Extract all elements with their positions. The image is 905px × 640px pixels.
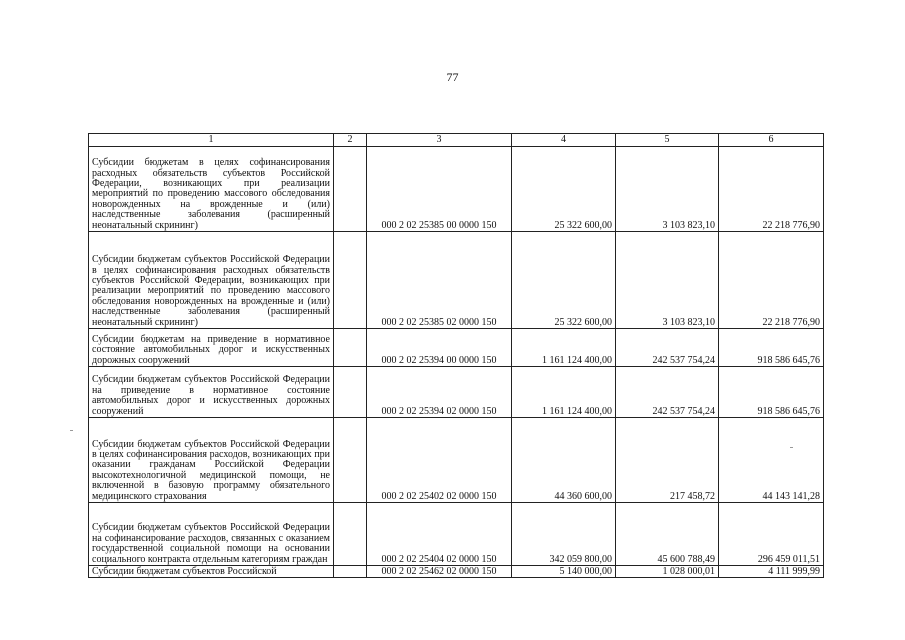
column-header: 2: [334, 134, 367, 147]
column-header: 5: [616, 134, 719, 147]
row-budget-code: 000 2 02 25394 02 0000 150: [367, 367, 512, 418]
row-col5-amount: 242 537 754,24: [616, 329, 719, 367]
row-budget-code: 000 2 02 25385 00 0000 150: [367, 147, 512, 232]
row-col6-amount: 918 586 645,76: [719, 367, 824, 418]
row-col2: [334, 503, 367, 566]
row-col4-amount: 5 140 000,00: [512, 566, 616, 578]
table-row: [89, 503, 824, 566]
column-header: 6: [719, 134, 824, 147]
budget-table: [88, 133, 824, 578]
row-budget-code: 000 2 02 25385 02 0000 150: [367, 232, 512, 329]
page-number: 77: [446, 70, 459, 84]
row-col5-amount: 3 103 823,10: [616, 232, 719, 329]
row-col5-amount: 45 600 788,49: [616, 503, 719, 566]
row-col6-amount: 22 218 776,90: [719, 232, 824, 329]
row-col5-amount: 217 458,72: [616, 418, 719, 503]
row-col5-amount: 1 028 000,01: [616, 566, 719, 578]
row-budget-code: 000 2 02 25394 00 0000 150: [367, 329, 512, 367]
table-row: [89, 367, 824, 418]
row-description: Субсидии бюджетам субъектов Российской Федерации на приведение в нормативное состояние автомобильных дорог и искусственных дорожных сооружений: [89, 367, 334, 418]
row-col6-amount: 296 459 011,51: [719, 503, 824, 566]
row-description: Субсидии бюджетам субъектов Российской: [89, 566, 334, 578]
table-row: [89, 418, 824, 503]
table-header-row: [89, 134, 824, 147]
row-col2: [334, 329, 367, 367]
row-col6-amount: 44 143 141,28: [719, 418, 824, 503]
row-col5-amount: 242 537 754,24: [616, 367, 719, 418]
row-col5-amount: 3 103 823,10: [616, 147, 719, 232]
row-col2: [334, 147, 367, 232]
table-row: [89, 329, 824, 367]
row-col2: [334, 232, 367, 329]
row-budget-code: 000 2 02 25404 02 0000 150: [367, 503, 512, 566]
row-budget-code: 000 2 02 25402 02 0000 150: [367, 418, 512, 503]
row-col4-amount: 1 161 124 400,00: [512, 367, 616, 418]
row-col4-amount: 25 322 600,00: [512, 232, 616, 329]
row-col4-amount: 25 322 600,00: [512, 147, 616, 232]
row-col2: [334, 566, 367, 578]
row-budget-code: 000 2 02 25462 02 0000 150: [367, 566, 512, 578]
row-col6-amount: 4 111 999,99: [719, 566, 824, 578]
table-row: [89, 147, 824, 232]
row-col4-amount: 1 161 124 400,00: [512, 329, 616, 367]
column-header: 4: [512, 134, 616, 147]
row-description: Субсидии бюджетам субъектов Российской Федерации в целях софинансирования расходов, возникающих при оказании гражданам Российской Федерации высокотехнологичной медицинской помощи, не включенной в базовую программу обязательного медицинского страхования: [89, 418, 334, 503]
row-col6-amount: 22 218 776,90: [719, 147, 824, 232]
row-col2: [334, 367, 367, 418]
table-row: [89, 566, 824, 578]
row-col4-amount: 44 360 600,00: [512, 418, 616, 503]
row-col2: [334, 418, 367, 503]
scan-speck: [70, 430, 73, 431]
table-row: [89, 232, 824, 329]
column-header: 3: [367, 134, 512, 147]
column-header: 1: [89, 134, 334, 147]
row-col4-amount: 342 059 800,00: [512, 503, 616, 566]
row-description: Субсидии бюджетам субъектов Российской Федерации на софинансирование расходов, связанных с оказанием государственной социальной помощи на основании социального контракта отдельным категориям граждан: [89, 503, 334, 566]
row-col6-amount: 918 586 645,76: [719, 329, 824, 367]
row-description: Субсидии бюджетам на приведение в нормативное состояние автомобильных дорог и искусственных дорожных сооружений: [89, 329, 334, 367]
row-description: Субсидии бюджетам субъектов Российской Федерации в целях софинансирования расходных обязательств субъектов Российской Федерации, возникающих при реализации мероприятий по проведению массового обследования новорожденных на врожденные и (или) наследственные заболевания (расширенный неонатальный скрининг): [89, 232, 334, 329]
row-description: Субсидии бюджетам в целях софинансирования расходных обязательств субъектов Российской Федерации, возникающих при реализации мероприятий по проведению массового обследования новорожденных на врожденные и (или) наследственные заболевания (расширенный неонатальный скрининг): [89, 147, 334, 232]
